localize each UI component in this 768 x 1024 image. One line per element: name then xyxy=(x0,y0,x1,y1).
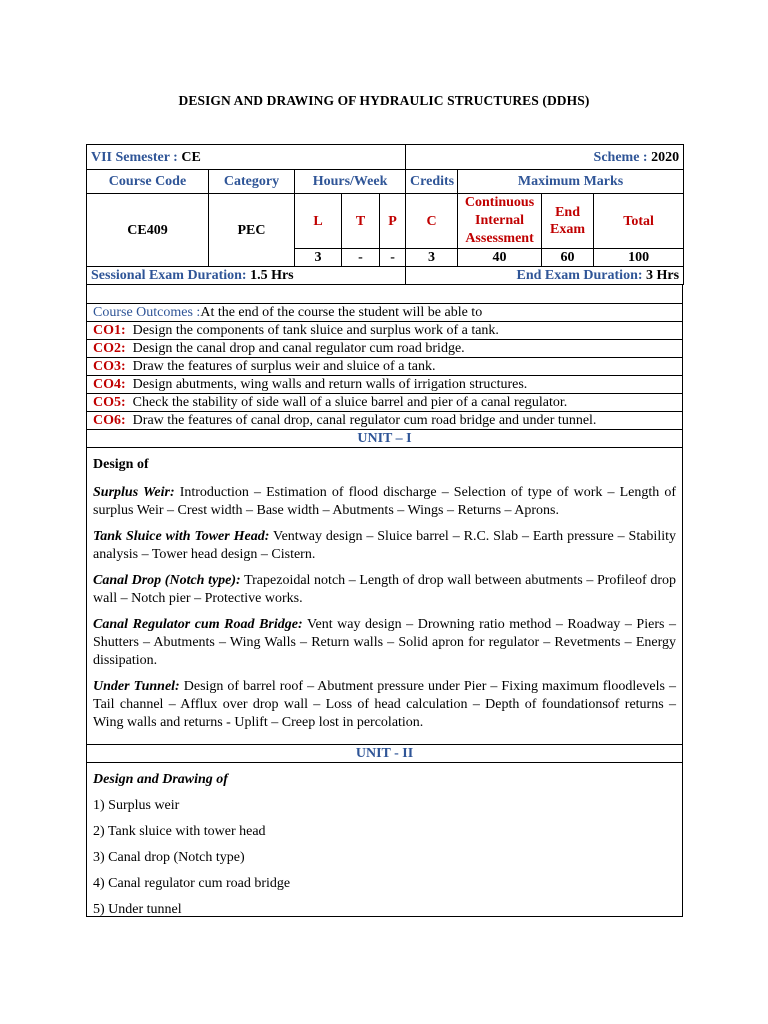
sessional-value: 1.5 Hrs xyxy=(250,268,294,283)
spacer-row xyxy=(86,285,683,303)
outcome-text: Design abutments, wing walls and return walls of irrigation structures. xyxy=(132,377,528,392)
unit-1-heading: UNIT – I xyxy=(86,430,683,448)
topic-text: Introduction – Estimation of flood discharge – Selection of type of work – Length of surplus Weir – Crest width – Base width – Abutments – Wings – Returns – Aprons. xyxy=(93,485,676,518)
outcome-row-co6 xyxy=(87,412,683,430)
topic-name: Surplus Weir: xyxy=(93,485,175,500)
unit-1-intro: Design of xyxy=(93,457,149,472)
topic-text: Ventway design – Sluice barrel – R.C. Slab – Earth pressure – Stability analysis – Tower head design – Cistern. xyxy=(93,529,676,562)
practical-value: - xyxy=(380,249,406,267)
lecture-label: L xyxy=(295,194,342,249)
total-label: Total xyxy=(594,194,684,249)
topic-text: Trapezoidal notch – Length of drop wall between abutments – Profileof drop wall – Notch pier – Protective works. xyxy=(93,573,676,606)
outcome-code: CO3: xyxy=(93,359,126,374)
outcome-text: Check the stability of side wall of a sluice barrel and pier of a canal regulator. xyxy=(132,395,568,410)
list-item: 3) Canal drop (Notch type) xyxy=(93,850,245,865)
outcomes-heading-text: At the end of the course the student will be able to xyxy=(200,305,483,320)
topic-under-tunnel xyxy=(93,678,676,732)
outcome-row-co3 xyxy=(87,358,683,376)
total-value: 100 xyxy=(594,249,684,267)
course-outcomes-table xyxy=(86,303,683,430)
end-duration-cell xyxy=(406,267,684,285)
topic-name: Canal Drop (Notch type): xyxy=(93,573,241,588)
col-category: Category xyxy=(209,170,295,194)
list-item: 5) Under tunnel xyxy=(93,902,182,917)
lecture-value: 3 xyxy=(295,249,342,267)
topic-tank-sluice xyxy=(93,528,676,564)
end-exam-label: End Exam xyxy=(542,194,594,249)
topic-name: Tank Sluice with Tower Head: xyxy=(93,529,270,544)
practical-label: P xyxy=(380,194,406,249)
end-duration-value: 3 Hrs xyxy=(646,268,680,283)
semester-label: VII Semester : xyxy=(91,149,182,165)
course-header-table xyxy=(86,144,684,285)
col-hours-week: Hours/Week xyxy=(295,170,406,194)
end-duration-label: End Exam Duration: xyxy=(516,268,647,283)
sessional-duration-cell xyxy=(87,267,406,285)
syllabus-sheet xyxy=(86,144,683,917)
topic-text: Vent way design – Drowning ratio method – Roadway – Piers – Shutters – Abutments – Wing Walls – Return walls – Solid apron for regulator – Revetments – Energy dissipation. xyxy=(93,617,676,668)
outcome-code: CO1: xyxy=(93,323,126,338)
sessional-label: Sessional Exam Duration: xyxy=(91,268,251,283)
col-course-code: Course Code xyxy=(87,170,209,194)
outcomes-heading-row xyxy=(87,304,683,322)
scheme-cell xyxy=(406,145,684,170)
list-item: 2) Tank sluice with tower head xyxy=(93,824,266,839)
col-credits: Credits xyxy=(406,170,458,194)
unit-2-intro: Design and Drawing of xyxy=(93,772,228,787)
outcome-code: CO5: xyxy=(93,395,126,410)
end-exam-value: 60 xyxy=(542,249,594,267)
topic-text: Design of barrel roof – Abutment pressure under Pier – Fixing maximum floodlevels – Tail channel – Afflux over drop wall – Loss of head calculation – Depth of foundationsof returns – Wing walls and returns - Uplift – Creep lost in percolation. xyxy=(93,679,676,730)
tutorial-value: - xyxy=(342,249,380,267)
outcome-text: Draw the features of canal drop, canal regulator cum road bridge and under tunnel. xyxy=(132,413,597,428)
course-code: CE409 xyxy=(87,194,209,267)
unit-2-heading: UNIT - II xyxy=(86,745,683,763)
outcome-text: Design the components of tank sluice and surplus work of a tank. xyxy=(132,323,499,338)
outcome-code: CO2: xyxy=(93,341,126,356)
topic-canal-drop xyxy=(93,572,676,608)
list-item: 1) Surplus weir xyxy=(93,798,180,813)
cia-value: 40 xyxy=(458,249,542,267)
tutorial-label: T xyxy=(342,194,380,249)
topic-canal-regulator xyxy=(93,616,676,670)
outcomes-heading: Course Outcomes : xyxy=(93,305,201,320)
unit-2-body xyxy=(86,763,683,917)
unit-1-body xyxy=(86,448,683,745)
outcome-text: Design the canal drop and canal regulator cum road bridge. xyxy=(132,341,465,356)
credit-value: 3 xyxy=(406,249,458,267)
topic-name: Canal Regulator cum Road Bridge: xyxy=(93,617,303,632)
scheme-label: Scheme : xyxy=(593,149,652,165)
list-item: 4) Canal regulator cum road bridge xyxy=(93,876,291,891)
outcome-row-co2 xyxy=(87,340,683,358)
outcome-row-co4 xyxy=(87,376,683,394)
course-category: PEC xyxy=(209,194,295,267)
topic-surplus-weir xyxy=(93,484,676,520)
semester-cell xyxy=(87,145,406,170)
scheme-value: 2020 xyxy=(651,149,680,165)
outcome-code: CO4: xyxy=(93,377,126,392)
semester-value: CE xyxy=(181,149,201,165)
outcome-row-co5 xyxy=(87,394,683,412)
topic-name: Under Tunnel: xyxy=(93,679,180,694)
outcome-text: Draw the features of surplus weir and sluice of a tank. xyxy=(132,359,436,374)
outcome-code: CO6: xyxy=(93,413,126,428)
cia-label: Continuous Internal Assessment xyxy=(458,194,542,249)
document-title: DESIGN AND DRAWING OF HYDRAULIC STRUCTURES (DDHS) xyxy=(178,93,590,108)
col-max-marks: Maximum Marks xyxy=(458,170,684,194)
credit-label: C xyxy=(406,194,458,249)
outcome-row-co1 xyxy=(87,322,683,340)
